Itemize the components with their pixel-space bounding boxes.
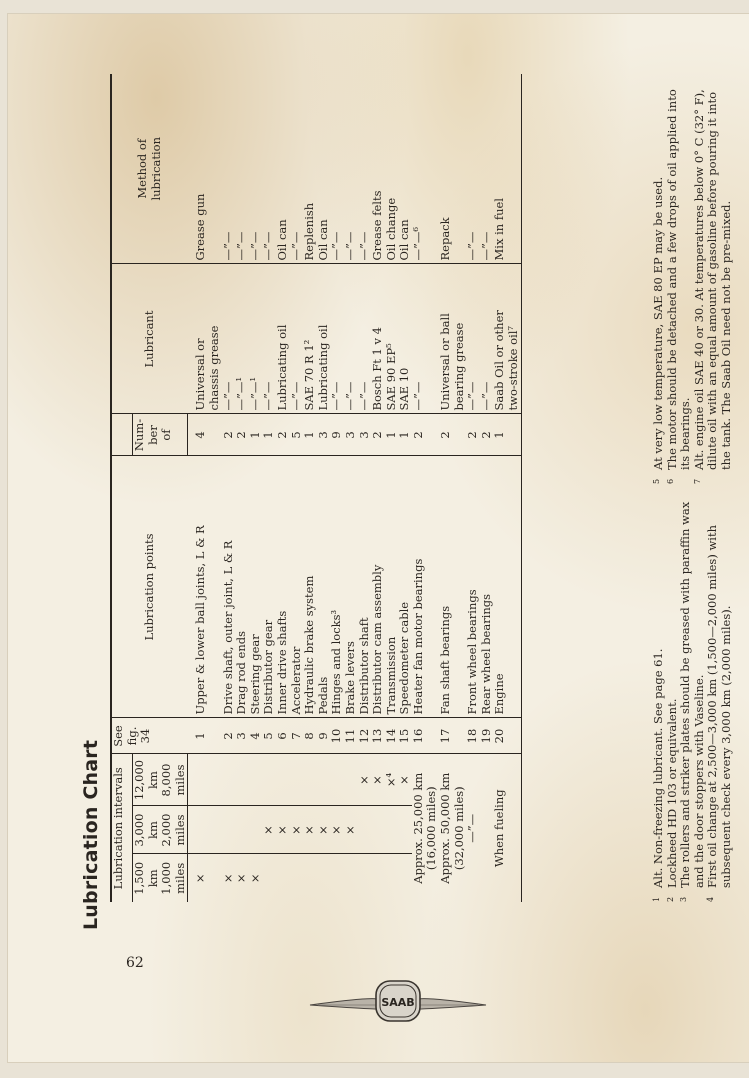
point-count: 2 <box>412 414 426 456</box>
method: Oil can <box>398 74 412 264</box>
point-count: 2 <box>466 414 480 456</box>
interval-1-mark <box>290 854 304 902</box>
lubricant: Lubricating oil <box>317 264 331 414</box>
rotated-chart <box>80 75 733 930</box>
point-count: 2 <box>222 414 236 456</box>
lubricant: SAE 70 R 1² <box>303 264 317 414</box>
interval-1-mark <box>317 854 331 902</box>
interval-2-mark: × <box>344 806 358 854</box>
fig-number <box>425 718 439 754</box>
lubricant: —”— <box>412 264 426 414</box>
fig-number: 9 <box>317 718 331 754</box>
interval-3-mark <box>249 754 263 806</box>
footnote <box>652 74 666 484</box>
footnotes-right <box>652 74 734 484</box>
header-number: Num- ber of <box>133 414 188 456</box>
table-row <box>194 74 208 902</box>
footnote <box>666 497 680 902</box>
lubricant: —”— <box>480 264 494 414</box>
point-count: 2 <box>480 414 494 456</box>
lubrication-point <box>425 456 439 718</box>
table-row <box>412 74 426 902</box>
table-row <box>222 74 236 902</box>
lubrication-point <box>507 456 521 718</box>
lubricant: Lubricating oil <box>276 264 290 414</box>
method: —”— <box>222 74 236 264</box>
point-count: 5 <box>290 414 304 456</box>
method <box>425 74 439 264</box>
point-count: 1 <box>262 414 276 456</box>
table-row <box>276 74 290 902</box>
method <box>208 74 222 264</box>
interval-2-mark <box>194 806 208 854</box>
footnote-number: 4 <box>706 896 716 902</box>
lubrication-point: Drive shaft, outer joint, L & R <box>222 456 236 718</box>
point-count: 3 <box>317 414 331 456</box>
interval-2-mark <box>385 806 399 854</box>
header-interval-3: 12,000 km 8,000 miles <box>133 754 188 806</box>
table-row <box>317 74 331 902</box>
header-intervals: Lubrication intervals <box>111 754 133 902</box>
method: Repack <box>439 74 453 264</box>
method: Replenish <box>303 74 317 264</box>
footnote-number: 3 <box>679 896 689 902</box>
table-row <box>493 74 507 902</box>
lubrication-point <box>208 456 222 718</box>
fig-number <box>507 718 521 754</box>
lubrication-point: Rear wheel bearings <box>480 456 494 718</box>
point-count <box>208 414 222 456</box>
table-row <box>453 74 467 902</box>
footnote-number: 5 <box>652 478 661 484</box>
interval-1-mark <box>371 854 385 902</box>
point-count <box>453 414 467 456</box>
lubrication-point: Fan shaft bearings <box>439 456 453 718</box>
lubricant: SAE 90 EP⁵ <box>385 264 399 414</box>
interval-3-mark <box>330 754 344 806</box>
table-row <box>507 74 521 902</box>
lubrication-point: Steering gear <box>249 456 263 718</box>
point-count: 3 <box>344 414 358 456</box>
table-row <box>358 74 372 902</box>
lubrication-point: Hinges and locks³ <box>330 456 344 718</box>
interval-3-mark: × <box>371 754 385 806</box>
table-row <box>208 74 222 902</box>
fig-number: 10 <box>330 718 344 754</box>
lubricant: chassis grease <box>208 264 222 414</box>
lubricant: —”— <box>344 264 358 414</box>
point-count: 3 <box>358 414 372 456</box>
lubricant: Bosch Ft 1 v 4 <box>371 264 385 414</box>
fig-number: 6 <box>276 718 290 754</box>
footnote <box>706 497 733 902</box>
lubricant: —”— <box>290 264 304 414</box>
fig-number: 4 <box>249 718 263 754</box>
point-count: 4 <box>194 414 208 456</box>
interval-2-mark <box>249 806 263 854</box>
interval-1-mark <box>358 854 372 902</box>
header-points: Lubrication points <box>111 456 188 718</box>
saab-logo <box>308 975 488 1029</box>
fig-number: 18 <box>466 718 480 754</box>
lubrication-point: Inner drive shafts <box>276 456 290 718</box>
interval-3-mark <box>317 754 331 806</box>
point-count: 1 <box>249 414 263 456</box>
lubricant: —”— <box>330 264 344 414</box>
fig-number: 13 <box>371 718 385 754</box>
point-count: 2 <box>235 414 249 456</box>
interval-3-mark: × <box>358 754 372 806</box>
interval-1-mark: × <box>220 873 235 884</box>
lubrication-point: Speedometer cable <box>398 456 412 718</box>
lubrication-point: Drag rod ends <box>235 456 249 718</box>
lubricant: —”— <box>262 264 276 414</box>
fig-number: 15 <box>398 718 412 754</box>
page-number: 62 <box>126 955 144 971</box>
table-row <box>425 74 439 902</box>
interval-1-mark <box>344 854 358 902</box>
header-fig: See fig. 34 <box>111 718 188 754</box>
lubricant: Universal or <box>194 264 208 414</box>
method: —”— <box>330 74 344 264</box>
fig-number: 2 <box>222 718 236 754</box>
lubrication-point: Brake levers <box>344 456 358 718</box>
point-count: 1 <box>303 414 317 456</box>
lubrication-point: Heater fan motor bearings <box>412 456 426 718</box>
lubricant: —”— <box>222 264 236 414</box>
method <box>507 74 521 264</box>
interval-1-mark: × <box>193 873 208 884</box>
footnote-text: Alt. engine oil SAE 40 or 30. At temperatures below 0° C (32° F), dilute oil with an equal amount of gasoline before pouring it into the tank. The Saab Oil need not be pre-mixed. <box>691 89 733 470</box>
table-row <box>480 74 494 902</box>
fig-number: 19 <box>480 718 494 754</box>
method: —”— <box>466 74 480 264</box>
footnote-text: Lockheed HD 103 or equivalent. <box>664 698 679 888</box>
interval-2-mark <box>398 806 412 854</box>
table-row <box>303 74 317 902</box>
table-row <box>466 74 480 902</box>
interval-3-mark <box>194 754 208 806</box>
fig-number <box>208 718 222 754</box>
point-count: 9 <box>330 414 344 456</box>
header-interval-2: 3,000 km 2,000 miles <box>133 806 188 854</box>
footnote <box>666 74 693 484</box>
interval-2-mark: × <box>303 806 317 854</box>
method: —”— <box>480 74 494 264</box>
lubrication-table <box>110 74 522 902</box>
lubrication-point: Distributor shaft <box>358 456 372 718</box>
interval-3-mark <box>262 754 276 806</box>
method: —”— <box>344 74 358 264</box>
method: —”— <box>358 74 372 264</box>
footnote-text: The motor should be detached and a few drops of oil applied into its bearings. <box>664 89 693 470</box>
lubricant: SAE 10 <box>398 264 412 414</box>
table-row <box>330 74 344 902</box>
svg-text:SAAB: SAAB <box>381 996 415 1009</box>
lubrication-point: Distributor cam assembly <box>371 456 385 718</box>
method: Grease felts <box>371 74 385 264</box>
method: Oil can <box>276 74 290 264</box>
point-count: 1 <box>398 414 412 456</box>
lubricant: —”— <box>358 264 372 414</box>
interval-3-mark <box>344 754 358 806</box>
table-row <box>344 74 358 902</box>
header-lubricant: Lubricant <box>111 264 188 414</box>
fig-number: 3 <box>235 718 249 754</box>
interval-2-mark <box>358 806 372 854</box>
lubrication-point: Engine <box>493 456 507 718</box>
point-count: 2 <box>439 414 453 456</box>
interval-1-mark <box>385 854 399 902</box>
method: —”— <box>290 74 304 264</box>
interval-1-mark <box>276 854 290 902</box>
header-interval-1: 1,500 km 1,000 miles <box>133 854 188 902</box>
table-row <box>262 74 276 902</box>
point-count <box>507 414 521 456</box>
interval-2-mark <box>235 806 249 854</box>
footnote-number: 6 <box>665 478 675 484</box>
interval-1-mark: × <box>234 873 249 884</box>
method: Oil change <box>385 74 399 264</box>
method: Mix in fuel <box>493 74 507 264</box>
footnote-text: Alt. Non-freezing lubricant. See page 61. <box>651 648 665 888</box>
lubricant: Universal or ball <box>439 264 453 414</box>
footnote-text: At very low temperature, SAE 80 EP may be used. <box>651 176 665 470</box>
fig-number: 1 <box>194 718 208 754</box>
fig-number: 20 <box>493 718 507 754</box>
fig-number: 5 <box>262 718 276 754</box>
interval-1-mark <box>330 854 344 902</box>
table-row <box>290 74 304 902</box>
fig-number: 17 <box>439 718 453 754</box>
point-count <box>425 414 439 456</box>
interval-3-mark: ×⁴ <box>385 754 399 806</box>
fig-number: 12 <box>358 718 372 754</box>
table-row <box>371 74 385 902</box>
interval-2-mark <box>371 806 385 854</box>
interval-1-mark <box>208 854 222 902</box>
table-body <box>194 74 521 902</box>
table-row <box>439 74 453 902</box>
interval-long <box>480 754 494 902</box>
interval-3-mark: × <box>398 754 412 806</box>
method: —”— <box>262 74 276 264</box>
interval-long <box>507 754 521 902</box>
lubrication-point: Upper & lower ball joints, L & R <box>194 456 208 718</box>
interval-3-mark <box>208 754 222 806</box>
footnote <box>652 497 666 902</box>
point-count: 2 <box>371 414 385 456</box>
method: —”— <box>235 74 249 264</box>
method: Oil can <box>317 74 331 264</box>
interval-2-mark <box>208 806 222 854</box>
interval-2-mark: × <box>262 806 276 854</box>
interval-3-mark <box>235 754 249 806</box>
interval-long: (32,000 miles) <box>451 786 466 871</box>
interval-2-mark: × <box>290 806 304 854</box>
lubricant: —”—¹ <box>249 264 263 414</box>
interval-1-mark: × <box>247 873 262 884</box>
fig-number: 14 <box>385 718 399 754</box>
interval-1-mark <box>262 854 276 902</box>
method: —”—⁶ <box>412 74 426 264</box>
table-row <box>249 74 263 902</box>
table-row <box>385 74 399 902</box>
interval-3-mark <box>276 754 290 806</box>
footnote <box>693 74 734 484</box>
method: —”— <box>249 74 263 264</box>
lubricant: —”— <box>466 264 480 414</box>
interval-2-mark: × <box>276 806 290 854</box>
lubricant <box>425 264 439 414</box>
method: Grease gun <box>194 74 208 264</box>
interval-long: —”— <box>465 813 480 843</box>
interval-3-mark <box>222 754 236 806</box>
interval-3-mark <box>303 754 317 806</box>
lubricant: Saab Oil or other <box>493 264 507 414</box>
lubrication-point: Front wheel bearings <box>466 456 480 718</box>
interval-2-mark: × <box>317 806 331 854</box>
lubrication-point: Hydraulic brake system <box>303 456 317 718</box>
footnote-text: The rollers and striker plates should be greased with paraffin wax and the door stoppers with Vaseline. <box>678 501 706 888</box>
interval-3-mark <box>290 754 304 806</box>
interval-1-mark <box>398 854 412 902</box>
lubrication-point <box>453 456 467 718</box>
point-count: 2 <box>276 414 290 456</box>
footnote-number: 7 <box>692 478 702 484</box>
interval-2-mark <box>222 806 236 854</box>
header-method: Method of lubrication <box>111 74 188 264</box>
method <box>453 74 467 264</box>
interval-1-mark <box>303 854 317 902</box>
footnote-text: First oil change at 2,500—3,000 km (1,500—2,000 miles) with subsequent check every 3,000 km (2,000 miles). <box>705 524 733 888</box>
interval-long: When fueling <box>492 789 507 868</box>
chart-title: Lubrication Chart <box>80 739 102 930</box>
table-row <box>235 74 249 902</box>
fig-number: 7 <box>290 718 304 754</box>
fig-number: 11 <box>344 718 358 754</box>
fig-number <box>453 718 467 754</box>
table-row <box>398 74 412 902</box>
interval-long: Approx. 50,000 km <box>438 772 453 884</box>
lubrication-point: Transmission <box>385 456 399 718</box>
lubricant: —”—¹ <box>235 264 249 414</box>
footnote <box>679 497 706 902</box>
fig-number: 8 <box>303 718 317 754</box>
point-count: 1 <box>493 414 507 456</box>
lubrication-point: Accelerator <box>290 456 304 718</box>
lubricant: two-stroke oil⁷ <box>507 264 521 414</box>
fig-number: 16 <box>412 718 426 754</box>
lubrication-point: Pedals <box>317 456 331 718</box>
interval-2-mark: × <box>330 806 344 854</box>
footnotes-left <box>652 497 734 902</box>
lubricant: bearing grease <box>453 264 467 414</box>
footnote-number: 2 <box>665 896 675 902</box>
interval-long: (16,000 miles) <box>424 786 439 871</box>
lubrication-point: Distributor gear <box>262 456 276 718</box>
footnote-number: 1 <box>652 896 661 902</box>
interval-long: Approx. 25,000 km <box>410 772 425 884</box>
point-count: 1 <box>385 414 399 456</box>
